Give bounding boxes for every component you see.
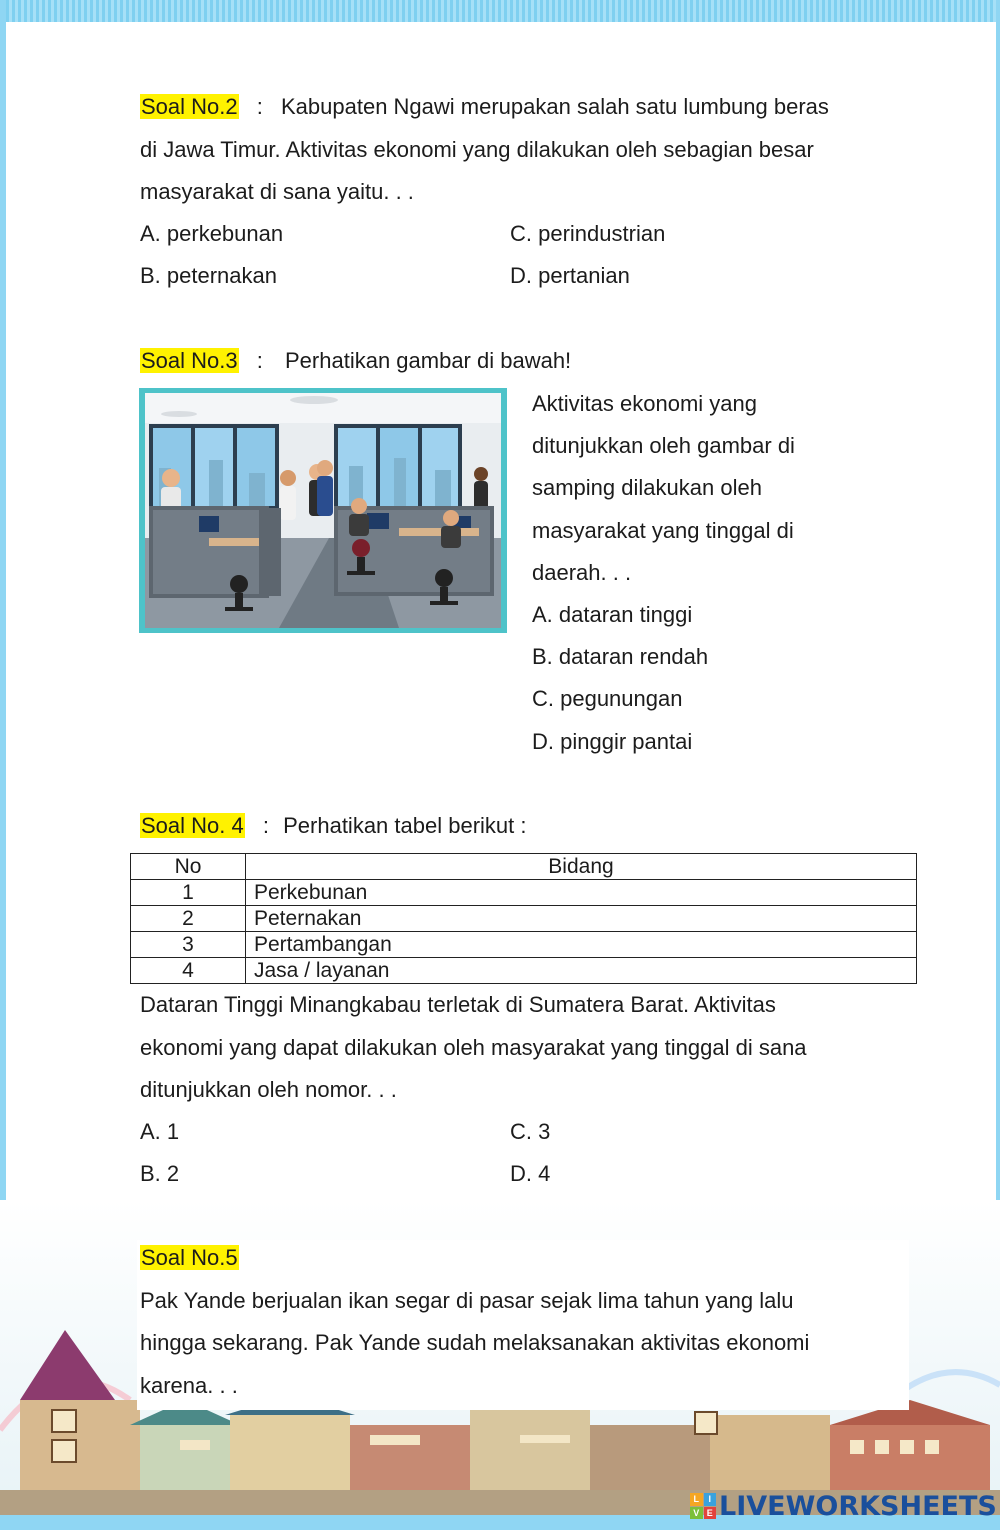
q4-line3: ditunjukkan oleh nomor. . . [140,1077,397,1102]
q4-line1: Dataran Tinggi Minangkabau terletak di Sumatera Barat. Aktivitas [140,992,776,1017]
table-header-row [131,854,917,880]
q3-label: Soal No.3 [141,348,238,373]
q5-line3: karena. . . [140,1373,238,1398]
mark-letter-i: I [704,1493,717,1506]
mark-letter-v: V [690,1507,703,1520]
q3-line1: Aktivitas ekonomi yang [532,391,757,416]
q4-label: Soal No. 4 [141,813,244,838]
table-row [131,906,917,932]
q3-line3: samping dilakukan oleh [532,475,762,500]
page-frame-top [0,0,1000,22]
q3-line5: daerah. . . [532,560,632,585]
q4-option-c[interactable]: C. 3 [510,1119,551,1144]
table-cell-field: Perkebunan [246,880,917,906]
table-row [131,958,917,984]
q3-option-a[interactable]: A. dataran tinggi [532,602,693,627]
q2-header [140,94,829,120]
table-cell-field: Pertambangan [246,932,917,958]
q2-option-a[interactable]: A. perkebunan [140,221,284,246]
q5-line1: Pak Yande berjualan ikan segar di pasar sejak lima tahun yang lalu [140,1288,794,1313]
table-header-field: Bidang [246,854,917,880]
liveworksheets-wordmark: LIVEWORKSHEETS [719,1490,997,1522]
q4-separator: : [262,813,269,838]
office-workers-illustration [139,388,507,633]
table-cell-no: 4 [131,958,246,984]
q4-table [130,853,917,984]
q2-line1: Kabupaten Ngawi merupakan salah satu lumbung beras [281,94,829,119]
table-row [131,932,917,958]
q2-option-c[interactable]: C. perindustrian [510,221,666,246]
liveworksheets-logo[interactable] [690,1488,997,1524]
q3-separator: : [256,348,263,373]
q2-option-b[interactable]: B. peternakan [140,263,277,288]
q4-header [140,813,526,839]
q5-line2: hingga sekarang. Pak Yande sudah melaksanakan aktivitas ekonomi [140,1330,810,1355]
q4-option-d[interactable]: D. 4 [510,1161,551,1186]
table-cell-field: Jasa / layanan [246,958,917,984]
q4-option-b[interactable]: B. 2 [140,1161,180,1186]
q2-line2: di Jawa Timur. Aktivitas ekonomi yang dilakukan oleh sebagian besar [140,137,814,162]
q2-label: Soal No.2 [141,94,238,119]
q5-text-panel [137,1240,909,1410]
q5-header [140,1245,239,1271]
q3-header [140,348,571,374]
q3-option-c[interactable]: C. pegunungan [532,686,683,711]
q5-label: Soal No.5 [141,1245,238,1270]
table-cell-field: Peternakan [246,906,917,932]
q3-option-b[interactable]: B. dataran rendah [532,644,709,669]
q3-option-d[interactable]: D. pinggir pantai [532,729,693,754]
q3-line2: ditunjukkan oleh gambar di [532,433,795,458]
table-row [131,880,917,906]
mark-letter-e: E [704,1507,717,1520]
q2-option-d[interactable]: D. pertanian [510,263,630,288]
q3-intro: Perhatikan gambar di bawah! [285,348,572,373]
q2-line3: masyarakat di sana yaitu. . . [140,179,414,204]
table-cell-no: 2 [131,906,246,932]
table-header-no: No [131,854,246,880]
q4-option-a[interactable]: A. 1 [140,1119,180,1144]
table-cell-no: 3 [131,932,246,958]
liveworksheets-mark-icon [690,1493,716,1519]
q2-separator: : [256,94,263,119]
mark-letter-l: L [690,1493,703,1506]
q4-intro: Perhatikan tabel berikut : [283,813,527,838]
table-cell-no: 1 [131,880,246,906]
q3-line4: masyarakat yang tinggal di [532,518,794,543]
q4-line2: ekonomi yang dapat dilakukan oleh masyarakat yang tinggal di sana [140,1035,807,1060]
